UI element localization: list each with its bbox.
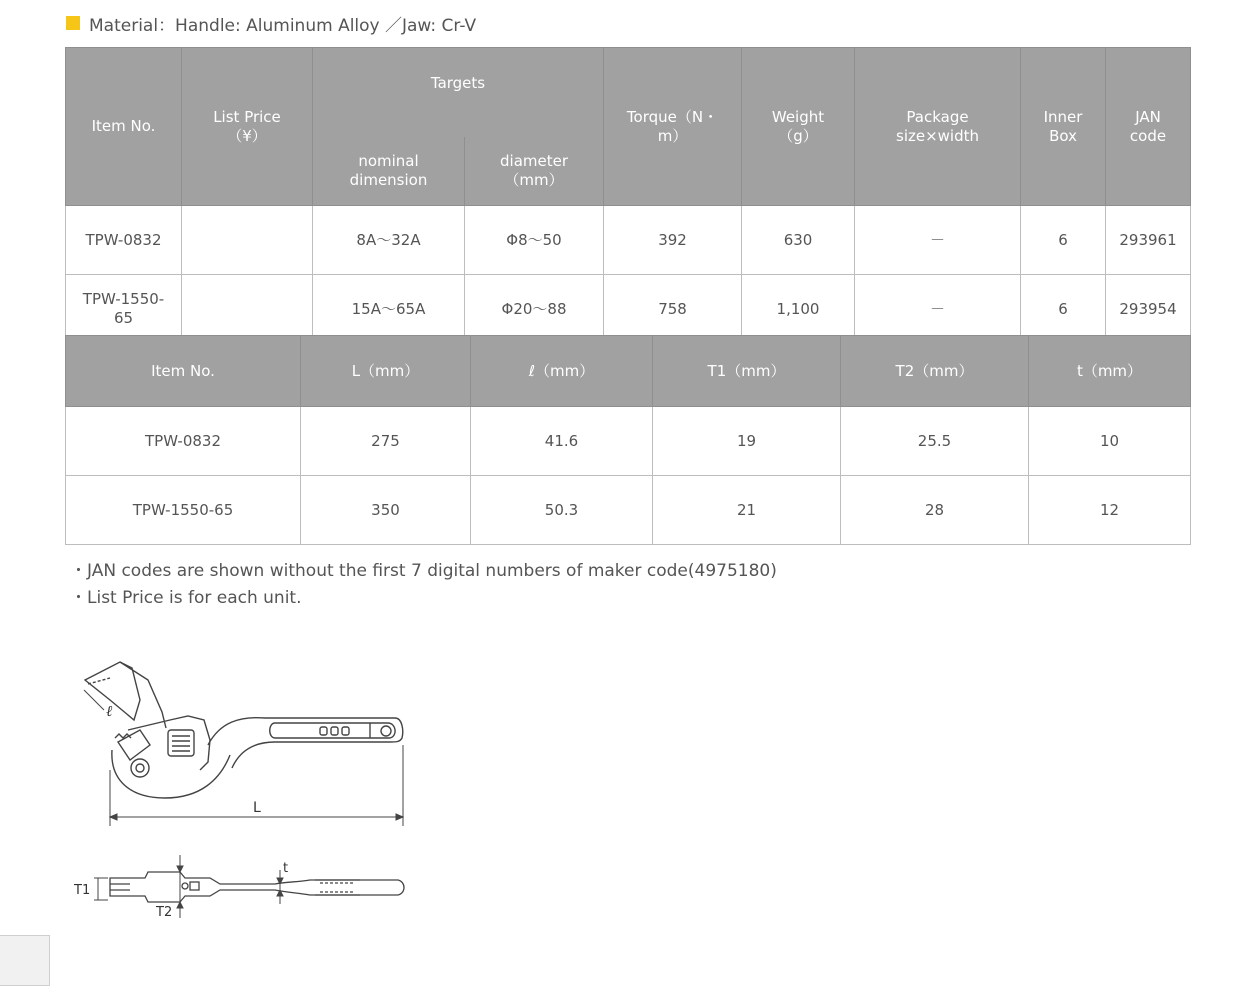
cell-diameter: Φ20～88 (465, 275, 604, 344)
header-weight: Weight （g） (742, 48, 855, 206)
header-T1: T1（mm） (653, 336, 841, 407)
cell-L: 275 (301, 407, 471, 476)
yellow-square-icon (66, 16, 80, 30)
cell-l: 41.6 (471, 407, 653, 476)
cell-price (182, 275, 313, 344)
cell-item: TPW-0832 (66, 407, 301, 476)
header-inner-box: Inner Box (1021, 48, 1106, 206)
cell-T1: 21 (653, 476, 841, 545)
cell-package: － (855, 206, 1021, 275)
cell-item: TPW-0832 (66, 206, 182, 275)
note-price: ・ List Price is for each unit. (70, 585, 777, 612)
header-T2: T2（mm） (841, 336, 1029, 407)
cell-item: TPW-1550-65 (66, 275, 182, 344)
notes (70, 558, 777, 612)
material-line (66, 10, 476, 36)
cell-package: － (855, 275, 1021, 344)
header-item-no: Item No. (66, 336, 301, 407)
cell-torque: 758 (604, 275, 742, 344)
cell-t: 10 (1029, 407, 1191, 476)
header-list-price: List Price （¥） (182, 48, 313, 206)
label-T1: T1 (74, 883, 91, 898)
cell-inner-box: 6 (1021, 206, 1106, 275)
label-L: L (253, 800, 261, 816)
dimension-table (65, 335, 1191, 545)
cell-l: 50.3 (471, 476, 653, 545)
table-row (66, 476, 1191, 545)
side-tab[interactable] (0, 935, 50, 986)
dimension-header-row (66, 336, 1191, 407)
header-torque: Torque（N・m） (604, 48, 742, 206)
table-row (66, 407, 1191, 476)
cell-nominal: 15A～65A (313, 275, 465, 344)
cell-jan: 293961 (1106, 206, 1191, 275)
cell-weight: 1,100 (742, 275, 855, 344)
label-l: ℓ (106, 702, 113, 720)
spec-header-row (66, 48, 1191, 138)
cell-price (182, 206, 313, 275)
cell-T2: 28 (841, 476, 1029, 545)
material-label: Material：Handle: Aluminum Alloy ／Jaw: Cr-V (89, 15, 477, 36)
header-diameter: diameter （mm） (465, 137, 604, 206)
table-row (66, 206, 1191, 275)
wrench-diagram (70, 650, 415, 925)
cell-nominal: 8A～32A (313, 206, 465, 275)
header-jan-code: JAN code (1106, 48, 1191, 206)
label-T2: T2 (156, 905, 173, 920)
cell-weight: 630 (742, 206, 855, 275)
note-jan: ・ JAN codes are shown without the first 7 digital numbers of maker code(4975180) (70, 558, 777, 585)
cell-item: TPW-1550-65 (66, 476, 301, 545)
cell-jan: 293954 (1106, 275, 1191, 344)
table-row (66, 275, 1191, 344)
cell-inner-box: 6 (1021, 275, 1106, 344)
spec-table (65, 47, 1191, 344)
header-targets: Targets (313, 48, 604, 138)
cell-t: 12 (1029, 476, 1191, 545)
cell-diameter: Φ8～50 (465, 206, 604, 275)
cell-T2: 25.5 (841, 407, 1029, 476)
header-nominal-dimension: nominal dimension (313, 137, 465, 206)
cell-L: 350 (301, 476, 471, 545)
cell-torque: 392 (604, 206, 742, 275)
label-t: t (283, 861, 289, 876)
header-t: t（mm） (1029, 336, 1191, 407)
cell-T1: 19 (653, 407, 841, 476)
header-item-no: Item No. (66, 48, 182, 206)
header-l: ℓ（mm） (471, 336, 653, 407)
header-package: Package size×width (855, 48, 1021, 206)
header-L: L（mm） (301, 336, 471, 407)
